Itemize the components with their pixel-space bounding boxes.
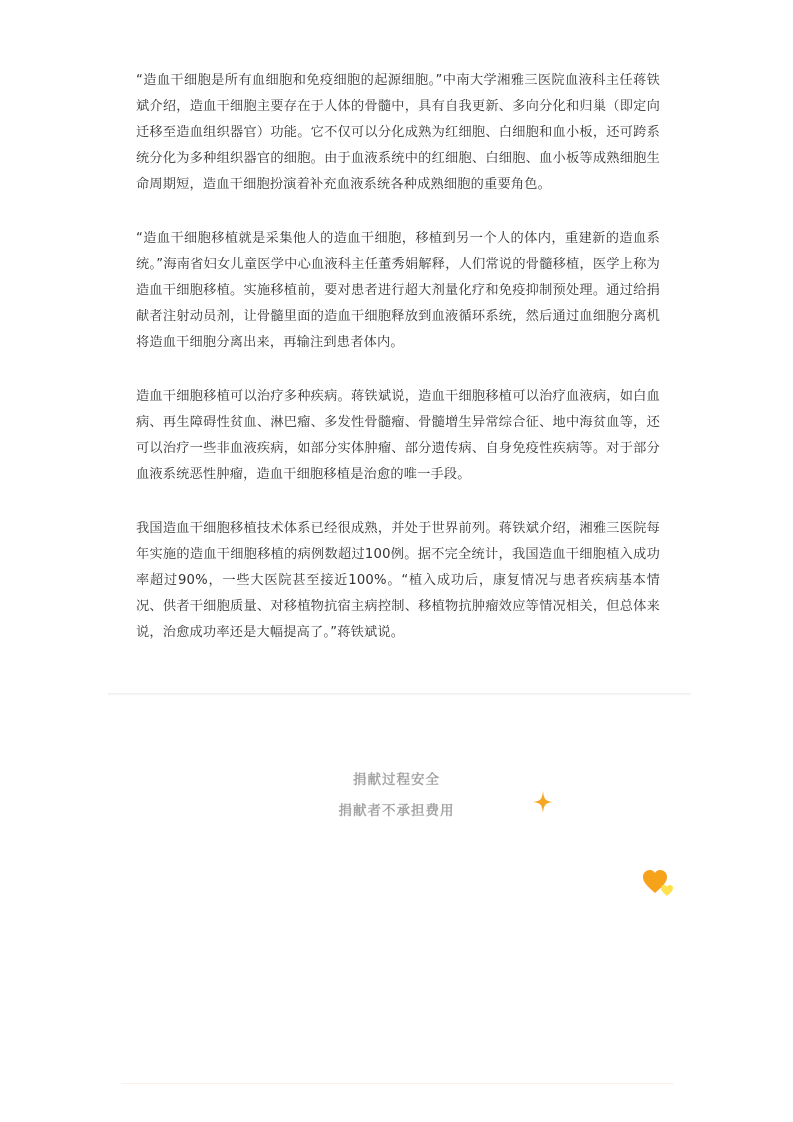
bottom-divider — [121, 1083, 674, 1084]
slogan-line-2: 捐献者不承担费用 — [338, 803, 455, 819]
section-divider — [108, 693, 691, 696]
article-paragraph-1: “造血干细胞是所有血细胞和免疫细胞的起源细胞。”中南大学湘雅三医院血液科主任蒋铁斌介绍，造血干细胞主要存在于人体的骨髓中，具有自我更新、多向分化和归巢（即定向迁移至造血组织器官）功能。它不仅可以分化成熟为红细胞、白细胞和血小板，还可跨系统分化为多种组织器官的细胞。由于血液系统中的红细胞、白细胞、血小板等成熟细胞生命周期短，造血干细胞扮演着补充血液系统各种成熟细胞的重要角色。 — [136, 73, 660, 192]
slogan-line-1: 捐献过程安全 — [353, 772, 440, 788]
article-paragraph-2: “造血干细胞移植就是采集他人的造血干细胞，移植到另一个人的体内，重建新的造血系统。”海南省妇女儿童医学中心血液科主任董秀娟解释，人们常说的骨髓移植，医学上称为造血干细胞移植。实施移植前，要对患者进行超大剂量化疗和免疫抑制预处理。通过给捐献者注射动员剂，让骨髓里面的造血干细胞释放到血液循环系统，然后通过血细胞分离机将造血干细胞分离出来，再输注到患者体内。 — [136, 231, 660, 350]
hearts-icon — [643, 869, 675, 897]
article-body — [136, 68, 660, 674]
article-paragraph-4: 我国造血干细胞移植技术体系已经很成熟，并处于世界前列。蒋铁斌介绍，湘雅三医院每年实施的造血干细胞移植的病例数超过100例。据不完全统计，我国造血干细胞植入成功率超过90%，一些大医院甚至接近100%。“植入成功后，康复情况与患者疾病基本情况、供者干细胞质量、对移植物抗宿主病控制、移植物抗肿瘤效应等情况相关，但总体来说，治愈成功率还是大幅提高了。”蒋铁斌说。 — [136, 521, 660, 640]
sparkle-icon — [533, 791, 553, 813]
article-paragraph-3: 造血干细胞移植可以治疗多种疾病。蒋铁斌说，造血干细胞移植可以治疗血液病，如白血病、再生障碍性贫血、淋巴瘤、多发性骨髓瘤、骨髓增生异常综合征、地中海贫血等，还可以治疗一些非血液疾病，如部分实体肿瘤、部分遗传病、自身免疫性疾病等。对于部分血液系统恶性肿瘤，造血干细胞移植是治愈的唯一手段。 — [136, 389, 660, 482]
